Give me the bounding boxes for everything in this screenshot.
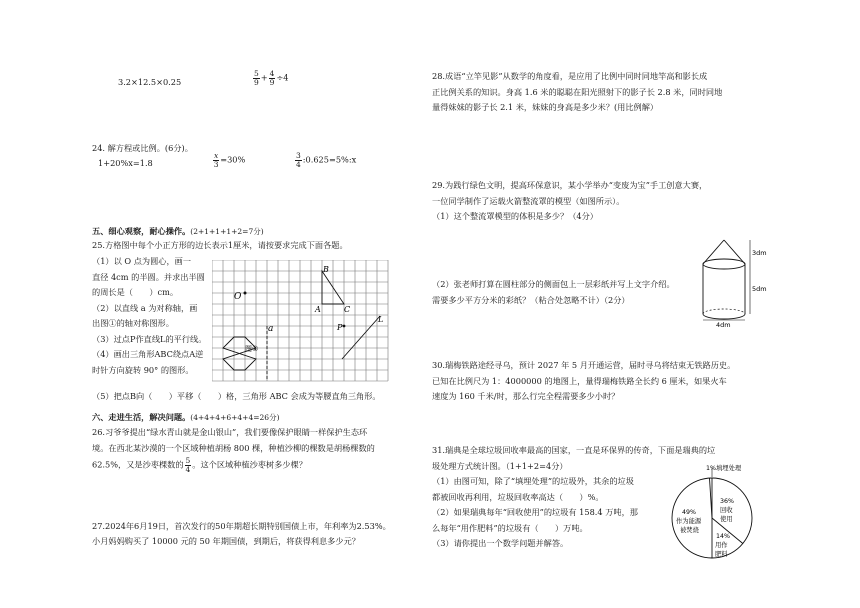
q25-item-line: 的周长是（ ）cm。 xyxy=(92,287,179,297)
slice-pct-49: 49% xyxy=(682,509,696,516)
q30-line: 速度为 160 千米/时，那么行完全程需要多少小时？ xyxy=(432,391,620,401)
slice-name2-14: 肥料 xyxy=(715,551,728,558)
rocket-fairing-figure xyxy=(688,238,778,328)
cylinder-bottom-front xyxy=(703,314,745,319)
label-fig1: 图① xyxy=(245,345,259,353)
grid-lines xyxy=(212,260,388,381)
q25-item-line: 时针方向旋转 90° 的图形。 xyxy=(92,364,194,375)
slice-pct-36: 36% xyxy=(720,498,734,505)
q30-line: 已知在比例尺为 1：4000000 的地图上，量得瑞梅铁路全长约 6 厘米，如果火车 xyxy=(432,375,727,386)
q27-line2: 小月妈妈购买了 10000 元的 50 年期国债，到期后，将获得利息多少元？ xyxy=(92,536,360,546)
pie-top-label: 1%填埋处理 xyxy=(706,465,742,472)
q28-line: 28.成语“立竿见影”从数学的角度看，是应用了比例中同时同地竿高和影长成 xyxy=(432,71,708,81)
label-o: O xyxy=(234,292,242,302)
q24-eq3-tail: :0.625=5%:x xyxy=(302,154,357,165)
q29b-text xyxy=(432,277,675,308)
section6-title: 六、走进生活，解决问题。 xyxy=(92,412,191,422)
q28-text xyxy=(432,69,722,116)
q25-item-line: 出图①的轴对称图形。 xyxy=(92,318,174,328)
q24-eq2: $\frac{x}{3}$ =30% xyxy=(213,151,246,169)
q29-text xyxy=(432,178,707,225)
label-b: B xyxy=(323,265,329,274)
point-p xyxy=(343,325,346,328)
q31-line: 都被回收再利用，垃圾回收率高达（ ）%。 xyxy=(432,491,604,502)
label-cyl-height: 5dm xyxy=(752,285,767,293)
q25-item-line: 直径 4cm 的半圆。并求出半圆 xyxy=(92,271,205,282)
q25-item-line: （2）以直线 a 为对称轴，画 xyxy=(92,302,198,313)
section6-score: (4+4+4+6+4+4=26分) xyxy=(190,413,280,422)
label-cone-height: 3dm xyxy=(752,249,767,257)
cone-right-edge xyxy=(724,240,745,264)
q26-line3a: 62.5%，又是沙枣棵数的 xyxy=(92,459,184,470)
q27-line1: 27.2024年6月19日，首次发行的50年期超长期特别国债上市，年利率为2.53%。 xyxy=(92,521,391,531)
cone-left-edge xyxy=(703,240,724,264)
q29-line: 29.为践行绿色文明，提高环保意识，某小学举办“变废为宝”手工创意大赛， xyxy=(432,180,708,190)
q31-line: 31.瑞典是全球垃圾回收率最高的国家，一直是环保界的传奇，下面是瑞典的垃 xyxy=(432,445,716,455)
q25-grid-figure xyxy=(212,260,395,382)
section5-title: 五、细心观察，耐心操作。 xyxy=(92,226,191,236)
q29b-line: 需要多少平方分米的彩纸？（粘合处忽略不计）（2分） xyxy=(432,294,630,305)
slice-pct-14: 14% xyxy=(716,533,730,540)
q26-line3b: 。这个区域种植沙枣树多少棵？ xyxy=(192,459,307,470)
line-l xyxy=(342,316,380,359)
q31-line: （3）请你提出一个数学问题并解答。 xyxy=(432,538,569,548)
q31-line: （2）如果瑞典每年“回收使用”的垃圾有 158.4 万吨，那 xyxy=(432,507,638,517)
q24-eq2-tail: =30% xyxy=(220,154,246,165)
q26-frac-n: 5 xyxy=(185,456,191,465)
q24-eq3: $\frac{3}{4}$ :0.625=5%:x xyxy=(296,151,357,169)
q31-line: （1）由图可知，除了“填埋处理”的垃圾外，其余的垃圾 xyxy=(432,476,634,486)
q28-line: 正比例关系的知识。身高 1.6 米的聪聪在阳光照射下的影子长 2.8 米，同时同地 xyxy=(432,86,723,97)
q26-line2: 境。在西北某沙漠的一个区域种植胡杨 800 棵，种植沙柳的棵数是胡杨棵数的 xyxy=(92,443,375,453)
calc-expr-a: 3.2×12.5×0.25 xyxy=(118,77,182,87)
q30-line: 30.瑞梅铁路途经寻乌，预计 2027 年 5 月开通运营，届时寻乌将结束无铁路历史。 xyxy=(432,360,736,370)
q26-line3 xyxy=(92,457,307,474)
q24-eq1: 1+20%x=1.8 xyxy=(98,158,153,168)
q25-item5: （5）把点B向（ ）平移（ ）格，三角形 ABC 会成为等腰直角三角形。 xyxy=(92,391,381,401)
slice-name1-49: 作为能源 xyxy=(676,518,702,525)
slice-name1-36: 回收 xyxy=(720,507,733,514)
slice-name1-14: 用作 xyxy=(715,542,728,549)
label-a: a xyxy=(268,324,274,334)
label-c: C xyxy=(344,305,351,314)
section6-heading xyxy=(92,412,280,423)
slice-name2-36: 使用 xyxy=(720,516,733,523)
section5-score: (2+1+1+1+2=7分) xyxy=(190,227,264,236)
label-diameter: 4dm xyxy=(716,321,731,328)
cylinder-top xyxy=(703,259,745,269)
section5-heading xyxy=(92,226,264,237)
q29b-line: （2）张老师打算在圆柱部分的侧面包上一层彩纸并写上文字介绍。 xyxy=(432,279,675,289)
q25-items xyxy=(92,254,210,378)
label-p: P xyxy=(337,323,343,332)
q31-line: 圾处理方式统计图。（1+1+2=4分） xyxy=(432,460,568,471)
waste-pie-chart xyxy=(666,462,762,572)
q26-line1: 26.习爷爷提出“绿水青山就是金山银山”，我们要像保护眼睛一样保护生态环 xyxy=(92,427,368,437)
q25-item-line: （4）画出三角形ABC绕点A逆 xyxy=(92,349,204,359)
slice-name2-49: 被焚烧 xyxy=(680,527,699,534)
q25-item-line: （3）过点P作直线L的平行线。 xyxy=(92,333,207,344)
q29-line: （1）这个整流罩模型的体积是多少？（4分） xyxy=(432,211,598,221)
q28-line: 量得妹妹的影子长 2.1 米，妹妹的身高是多少米？(用比例解） xyxy=(432,102,659,112)
q29-line: 一位同学制作了运载火箭整流罩的模型（如图所示）。 xyxy=(432,195,625,206)
q25-item-line: （1）以 O 点为圆心，画一 xyxy=(92,256,192,266)
q26-frac-d: 4 xyxy=(185,465,191,474)
label-l: L xyxy=(378,315,384,324)
q24-title: 24. 解方程或比例。(6分)。 xyxy=(92,143,193,153)
calc-expr-b-tail: ÷4 xyxy=(276,72,289,83)
point-o xyxy=(244,292,247,295)
calc-expr-b: $\frac{5}{9}$ + $\frac{4}{9}$ ÷4 xyxy=(254,69,289,87)
figure-1-shape xyxy=(223,337,259,370)
cylinder-bottom-back xyxy=(703,309,745,314)
q25-title: 25.方格图中每个小正方形的边长表示1厘米，请按要求完成下面各题。 xyxy=(92,240,348,250)
label-a-point: A xyxy=(315,305,321,314)
q31-line: 么每年“用作肥料”的垃圾有（ ）万吨。 xyxy=(432,522,588,533)
q30-text xyxy=(432,358,735,405)
